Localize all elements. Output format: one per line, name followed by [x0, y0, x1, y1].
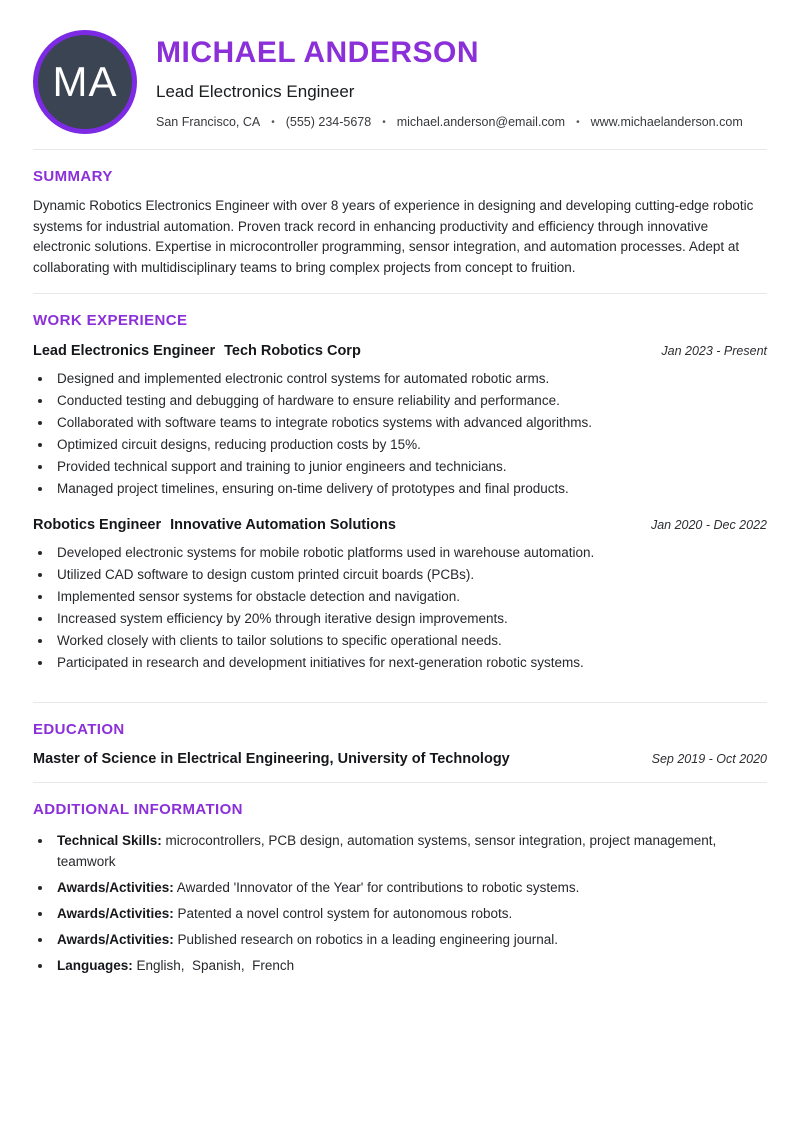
job-bullet-text: Optimized circuit designs, reducing production costs by 15%.	[57, 437, 421, 452]
additional-info-list	[33, 830, 767, 976]
info-item-text: microcontrollers, PCB design, automation systems, sensor integration, project management, teamwork	[57, 833, 721, 869]
info-item-label: Awards/Activities:	[57, 906, 174, 921]
job-bullet-list	[33, 368, 767, 500]
education-heading: EDUCATION	[33, 721, 125, 738]
job-bullet	[53, 586, 767, 608]
job-title-group	[33, 517, 396, 533]
section-summary	[33, 168, 767, 278]
info-item-label: Awards/Activities:	[57, 880, 174, 895]
info-item-text: Awarded 'Innovator of the Year' for contributions to robotic systems.	[173, 880, 580, 895]
info-item-label: Languages:	[57, 958, 133, 973]
bullet-separator-icon: •	[382, 116, 386, 128]
person-name: MICHAEL ANDERSON	[156, 36, 480, 69]
contact-website: www.michaelanderson.com	[590, 115, 743, 129]
job-bullet	[53, 564, 767, 586]
summary-heading: SUMMARY	[33, 168, 113, 185]
section-additional-information	[33, 801, 767, 976]
job-bullet-text: Increased system efficiency by 20% through iterative design improvements.	[57, 611, 508, 626]
section-education	[33, 721, 767, 767]
divider	[33, 702, 767, 703]
job-bullet	[53, 390, 767, 412]
info-item-text: English, Spanish, French	[132, 958, 295, 973]
education-degree: Master of Science in Electrical Engineering, University of Technology	[33, 751, 510, 767]
job-bullet	[53, 652, 767, 674]
job-company: Innovative Automation Solutions	[170, 517, 396, 533]
job-entry	[33, 517, 767, 674]
job-bullet-text: Worked closely with clients to tailor solutions to specific operational needs.	[57, 633, 502, 648]
info-item-text: Published research on robotics in a leading engineering journal.	[173, 932, 559, 947]
divider	[33, 149, 767, 150]
avatar-initials: MA	[52, 58, 118, 105]
job-title-group	[33, 343, 361, 359]
job-bullet-text: Conducted testing and debugging of hardware to ensure reliability and performance.	[57, 393, 560, 408]
contact-email: michael.anderson@email.com	[396, 115, 566, 129]
resume-header	[33, 30, 767, 134]
job-bullet	[53, 608, 767, 630]
job-bullet	[53, 630, 767, 652]
contact-phone: (555) 234-5678	[285, 115, 372, 129]
info-item-label: Awards/Activities:	[57, 932, 174, 947]
job-bullet-text: Managed project timelines, ensuring on-time delivery of prototypes and final products.	[57, 481, 569, 496]
job-bullet-list	[33, 542, 767, 674]
job-bullet	[53, 478, 767, 500]
job-bullet	[53, 434, 767, 456]
header-info	[156, 30, 767, 129]
job-bullet	[53, 368, 767, 390]
education-dates: Sep 2019 - Oct 2020	[651, 752, 767, 766]
job-bullet-text: Utilized CAD software to design custom printed circuit boards (PCBs).	[57, 567, 475, 582]
bullet-separator-icon: •	[576, 116, 580, 128]
contact-row	[156, 115, 767, 129]
job-header-row	[33, 343, 767, 359]
info-item-label: Technical Skills:	[57, 833, 162, 848]
info-item	[53, 929, 767, 950]
info-item	[53, 955, 767, 976]
job-bullet	[53, 456, 767, 478]
info-item-text: Patented a novel control system for autonomous robots.	[173, 906, 513, 921]
divider	[33, 293, 767, 294]
job-header-row	[33, 517, 767, 533]
job-bullet	[53, 542, 767, 564]
additional-information-heading: ADDITIONAL INFORMATION	[33, 801, 243, 818]
info-item	[53, 903, 767, 924]
job-title: Lead Electronics Engineer	[33, 343, 216, 359]
job-bullet-text: Provided technical support and training to junior engineers and technicians.	[57, 459, 507, 474]
job-bullet-text: Developed electronic systems for mobile robotic platforms used in warehouse automation.	[57, 545, 595, 560]
avatar	[33, 30, 137, 134]
job-entry	[33, 343, 767, 500]
job-bullet	[53, 412, 767, 434]
section-work-experience	[33, 312, 767, 687]
job-bullet-text: Implemented sensor systems for obstacle detection and navigation.	[57, 589, 460, 604]
info-item	[53, 830, 767, 872]
job-bullet-text: Designed and implemented electronic control systems for automated robotic arms.	[57, 371, 550, 386]
education-row	[33, 751, 767, 767]
work-experience-heading: WORK EXPERIENCE	[33, 312, 188, 329]
info-item	[53, 877, 767, 898]
divider	[33, 782, 767, 783]
contact-location: San Francisco, CA	[156, 115, 261, 129]
job-title: Robotics Engineer	[33, 517, 162, 533]
person-job-title: Lead Electronics Engineer	[156, 82, 355, 101]
summary-text: Dynamic Robotics Electronics Engineer with over 8 years of experience in designing and developing cutting-edge robotic systems for industrial automation. Proven track record in enhancing productivity and efficiency through innovative electronic solutions. Expertise in microcontroller programming, sensor integration, and automation processes. Adept at collaborating with multidisciplinary teams to bring complex projects from concept to fruition.	[33, 198, 754, 275]
bullet-separator-icon: •	[271, 116, 275, 128]
job-dates: Jan 2020 - Dec 2022	[650, 518, 767, 532]
job-dates: Jan 2023 - Present	[661, 344, 767, 358]
job-company: Tech Robotics Corp	[224, 343, 361, 359]
job-bullet-text: Collaborated with software teams to integrate robotics systems with advanced algorithms.	[57, 415, 592, 430]
job-bullet-text: Participated in research and development initiatives for next-generation robotic systems.	[57, 655, 584, 670]
